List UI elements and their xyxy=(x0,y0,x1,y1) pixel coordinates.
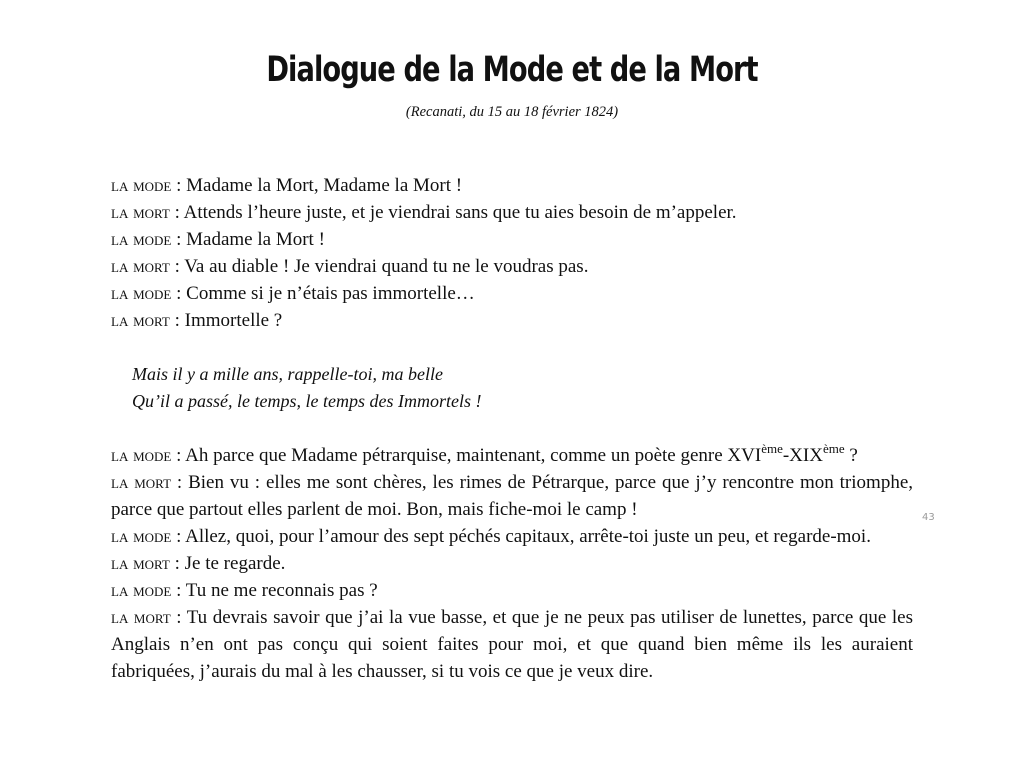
dialogue-text: Tu devrais savoir que j’ai la vue basse, et que je ne peux pas utiliser de lunettes, parce que les Anglais n’en ont pas conçu qui soient faites pour moi, et que quand bien même ils les auraient fabriquées, j’aurais du mal à les chausser, si tu vois ce que je veux dire. xyxy=(111,607,914,682)
speaker-label: la mort xyxy=(111,256,170,277)
speaker-separator: : xyxy=(169,310,185,331)
dialogue-line xyxy=(111,523,913,550)
superscript: ème xyxy=(822,441,845,456)
speaker-separator: : xyxy=(169,202,184,223)
speaker-separator: : xyxy=(171,445,186,466)
dialogue-line xyxy=(111,550,913,577)
speaker-label: la mort xyxy=(111,472,172,493)
dialogue-line xyxy=(111,469,913,523)
dialogue-line xyxy=(111,604,913,685)
verse-line: Mais il y a mille ans, rappelle-toi, ma belle xyxy=(132,364,443,384)
dialogue-text: Bien vu : elles me sont chères, les rimes de Pétrarque, parce que j’y rencontre mon triomphe, parce que partout elles parlent de moi. Bon, mais fiche-moi le camp ! xyxy=(111,472,914,520)
speaker-separator: : xyxy=(171,580,186,601)
speaker-separator: : xyxy=(169,553,185,574)
speaker-label: la mode xyxy=(111,283,172,304)
speaker-separator: : xyxy=(171,283,187,304)
dialogue-line xyxy=(111,280,913,307)
page-title: Dialogue de la Mode et de la Mort xyxy=(266,50,758,90)
speaker-label: la mort xyxy=(111,607,171,628)
speaker-label: la mort xyxy=(111,553,170,574)
dialogue-text: Immortelle ? xyxy=(184,310,283,331)
dialogue-text: -XIX xyxy=(782,445,823,466)
speaker-separator: : xyxy=(169,256,185,277)
speaker-label: la mode xyxy=(111,175,172,196)
speaker-label: la mort xyxy=(111,310,170,331)
dialogue-text: Allez, quoi, pour l’amour des sept péchés capitaux, arrête-toi juste un peu, et regarde-moi. xyxy=(185,526,871,547)
speaker-separator: : xyxy=(171,526,186,547)
speaker-label: la mort xyxy=(111,202,170,223)
verse-quote xyxy=(132,361,913,415)
speaker-label: la mode xyxy=(111,526,172,547)
speaker-separator: : xyxy=(171,229,187,250)
dialogue-body xyxy=(111,172,913,685)
speaker-separator: : xyxy=(171,472,189,493)
dialogue-text: Comme si je n’étais pas immortelle… xyxy=(186,283,475,304)
speaker-label: la mode xyxy=(111,229,172,250)
dialogue-text: Va au diable ! Je viendrai quand tu ne le voudras pas. xyxy=(184,256,589,277)
dialogue-text: Je te regarde. xyxy=(184,553,286,574)
dialogue-line xyxy=(111,442,913,469)
dialogue-text: Madame la Mort ! xyxy=(186,229,325,250)
dialogue-text: Tu ne me reconnais pas ? xyxy=(185,580,378,601)
dialogue-text: ? xyxy=(844,445,858,466)
dialogue-text: Attends l’heure juste, et je viendrai sans que tu aies besoin de m’appeler. xyxy=(183,202,737,223)
dialogue-line xyxy=(111,172,913,199)
dialogue-line xyxy=(111,307,913,334)
dialogue-line xyxy=(111,199,913,226)
speaker-label: la mode xyxy=(111,580,172,601)
dialogue-line xyxy=(111,253,913,280)
dialogue-text: Ah parce que Madame pétrarquise, maintenant, comme un poète genre XVI xyxy=(185,445,762,466)
dialogue-line xyxy=(111,226,913,253)
dialogue-text: Madame la Mort, Madame la Mort ! xyxy=(186,175,463,196)
speaker-label: la mode xyxy=(111,445,172,466)
speaker-separator: : xyxy=(170,607,187,628)
page-number: 43 xyxy=(922,512,935,523)
superscript: ème xyxy=(761,441,783,456)
speaker-separator: : xyxy=(171,175,187,196)
page-subtitle: (Recanati, du 15 au 18 février 1824) xyxy=(405,104,619,120)
verse-line: Qu’il a passé, le temps, le temps des Immortels ! xyxy=(132,391,482,411)
dialogue-line xyxy=(111,577,913,604)
